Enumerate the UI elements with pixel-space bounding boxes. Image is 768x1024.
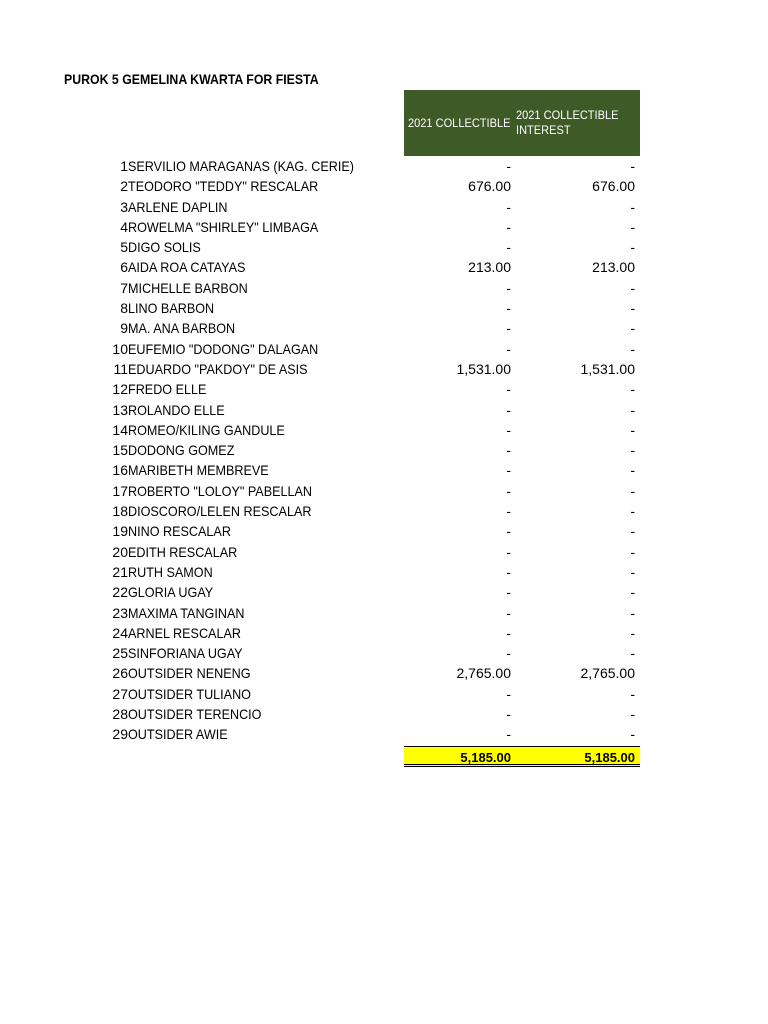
row-number: 26 (112, 665, 128, 682)
row-number: 10 (112, 340, 128, 357)
row-number: 23 (112, 604, 128, 621)
row-number: 17 (112, 482, 128, 499)
collectible-value: 1,531.00 (456, 360, 511, 377)
total-collectible-interest: 5,185.00 (584, 750, 635, 765)
person-name: ROWELMA "SHIRLEY" LIMBAGA (128, 218, 319, 235)
table-row (0, 624, 768, 644)
table-row (0, 177, 768, 197)
collectible-value: - (506, 381, 511, 398)
table-row (0, 299, 768, 319)
row-number: 19 (112, 523, 128, 540)
interest-value: - (630, 523, 635, 540)
totals-row (404, 746, 640, 767)
table-row (0, 218, 768, 238)
total-collectible: 5,185.00 (460, 750, 511, 765)
table-row (0, 340, 768, 360)
collectible-value: 676.00 (468, 178, 511, 195)
row-number: 18 (112, 503, 128, 520)
row-number: 9 (120, 320, 128, 337)
collectible-value: - (506, 218, 511, 235)
page-title: PUROK 5 GEMELINA KWARTA FOR FIESTA (64, 71, 319, 87)
person-name: FREDO ELLE (128, 381, 207, 398)
table-row (0, 157, 768, 177)
person-name: ARLENE DAPLIN (128, 198, 228, 215)
collectible-value: - (506, 198, 511, 215)
person-name: MARIBETH MEMBREVE (128, 462, 269, 479)
table-row (0, 380, 768, 400)
table-row (0, 401, 768, 421)
interest-value: 2,765.00 (580, 665, 635, 682)
row-number: 8 (120, 300, 128, 317)
collectible-value: - (506, 503, 511, 520)
person-name: MAXIMA TANGINAN (128, 604, 245, 621)
row-number: 27 (112, 685, 128, 702)
person-name: DIOSCORO/LELEN RESCALAR (128, 503, 312, 520)
interest-value: - (630, 584, 635, 601)
table-row (0, 502, 768, 522)
interest-value: - (630, 482, 635, 499)
row-number: 5 (120, 239, 128, 256)
interest-value: - (630, 624, 635, 641)
collectible-value: - (506, 685, 511, 702)
collectible-value: - (506, 300, 511, 317)
row-number: 6 (120, 259, 128, 276)
interest-value: 676.00 (592, 178, 635, 195)
collectible-value: 2,765.00 (456, 665, 511, 682)
collectible-value: - (506, 563, 511, 580)
person-name: EDITH RESCALAR (128, 543, 238, 560)
interest-value: 213.00 (592, 259, 635, 276)
person-name: OUTSIDER NENENG (128, 665, 251, 682)
collectible-value: - (506, 279, 511, 296)
table-row (0, 563, 768, 583)
person-name: EDUARDO "PAKDOY" DE ASIS (128, 360, 308, 377)
table-row (0, 604, 768, 624)
table-row (0, 705, 768, 725)
row-number: 15 (112, 442, 128, 459)
row-number: 20 (112, 543, 128, 560)
collectible-value: - (506, 482, 511, 499)
row-number: 13 (112, 401, 128, 418)
collectible-value: - (506, 421, 511, 438)
person-name: SINFORIANA UGAY (128, 645, 243, 662)
person-name: EUFEMIO "DODONG" DALAGAN (128, 340, 319, 357)
row-number: 4 (120, 218, 128, 235)
interest-value: - (630, 279, 635, 296)
header-2021-collectible: 2021 COLLECTIBLE (408, 116, 511, 130)
row-number: 22 (112, 584, 128, 601)
table-row (0, 198, 768, 218)
collectible-value: - (506, 726, 511, 743)
table-row (0, 258, 768, 278)
collectible-value: - (506, 320, 511, 337)
collectible-value: - (506, 604, 511, 621)
interest-value: - (630, 503, 635, 520)
row-number: 24 (112, 624, 128, 641)
table-row (0, 441, 768, 461)
collectible-value: - (506, 401, 511, 418)
person-name: TEODORO "TEDDY" RESCALAR (128, 178, 319, 195)
table-row (0, 279, 768, 299)
table-row (0, 685, 768, 705)
person-name: OUTSIDER AWIE (128, 726, 228, 743)
person-name: ROBERTO "LOLOY" PABELLAN (128, 482, 313, 499)
table-row (0, 360, 768, 380)
person-name: DIGO SOLIS (128, 239, 201, 256)
collectible-value: - (506, 340, 511, 357)
table-row (0, 461, 768, 481)
interest-value: - (630, 604, 635, 621)
interest-value: - (630, 300, 635, 317)
person-name: LINO BARBON (128, 300, 215, 317)
collectible-value: - (506, 706, 511, 723)
interest-value: - (630, 198, 635, 215)
interest-value: - (630, 645, 635, 662)
row-number: 21 (112, 563, 128, 580)
interest-value: - (630, 442, 635, 459)
interest-value: - (630, 239, 635, 256)
person-name: ROLANDO ELLE (128, 401, 225, 418)
row-number: 1 (120, 158, 128, 174)
row-number: 16 (112, 462, 128, 479)
interest-value: - (630, 421, 635, 438)
interest-value: - (630, 320, 635, 337)
person-name: ARNEL RESCALAR (128, 624, 241, 641)
collectible-value: - (506, 624, 511, 641)
table-row (0, 583, 768, 603)
table-row (0, 522, 768, 542)
table-row (0, 725, 768, 745)
interest-value: 1,531.00 (580, 360, 635, 377)
person-name: OUTSIDER TERENCIO (128, 706, 262, 723)
row-number: 7 (120, 279, 128, 296)
interest-value: - (630, 563, 635, 580)
row-number: 3 (120, 198, 128, 215)
interest-value: - (630, 726, 635, 743)
table-row (0, 543, 768, 563)
person-name: AIDA ROA CATAYAS (128, 259, 246, 276)
interest-value: - (630, 685, 635, 702)
collectible-value: - (506, 462, 511, 479)
row-number: 14 (112, 421, 128, 438)
collectible-value: - (506, 645, 511, 662)
row-number: 28 (112, 706, 128, 723)
person-name: SERVILIO MARAGANAS (KAG. CERIE) (128, 158, 354, 174)
row-number: 29 (112, 726, 128, 743)
interest-value: - (630, 340, 635, 357)
table-row (0, 482, 768, 502)
person-name: ROMEO/KILING GANDULE (128, 421, 285, 438)
collectible-value: - (506, 543, 511, 560)
table-row (0, 238, 768, 258)
collectible-value: - (506, 239, 511, 256)
interest-value: - (630, 218, 635, 235)
header-2021-collectible-interest: 2021 COLLECTIBLE INTEREST (516, 108, 619, 137)
person-name: GLORIA UGAY (128, 584, 214, 601)
person-name: OUTSIDER TULIANO (128, 685, 251, 702)
interest-value: - (630, 158, 635, 174)
row-number: 25 (112, 645, 128, 662)
person-name: MICHELLE BARBON (128, 279, 248, 296)
collectible-value: 213.00 (468, 259, 511, 276)
table-row (0, 644, 768, 664)
collectibles-table (0, 157, 768, 746)
person-name: RUTH SAMON (128, 563, 213, 580)
person-name: NINO RESCALAR (128, 523, 231, 540)
row-number: 2 (120, 178, 128, 195)
collectible-value: - (506, 158, 511, 174)
interest-value: - (630, 543, 635, 560)
collectible-value: - (506, 523, 511, 540)
collectible-value: - (506, 584, 511, 601)
person-name: MA. ANA BARBON (128, 320, 236, 337)
table-row (0, 319, 768, 339)
interest-value: - (630, 381, 635, 398)
interest-value: - (630, 462, 635, 479)
collectible-value: - (506, 442, 511, 459)
table-row (0, 421, 768, 441)
table-row (0, 664, 768, 684)
column-header-block (404, 90, 640, 156)
row-number: 12 (112, 381, 128, 398)
person-name: DODONG GOMEZ (128, 442, 235, 459)
interest-value: - (630, 706, 635, 723)
interest-value: - (630, 401, 635, 418)
row-number: 11 (113, 360, 128, 377)
